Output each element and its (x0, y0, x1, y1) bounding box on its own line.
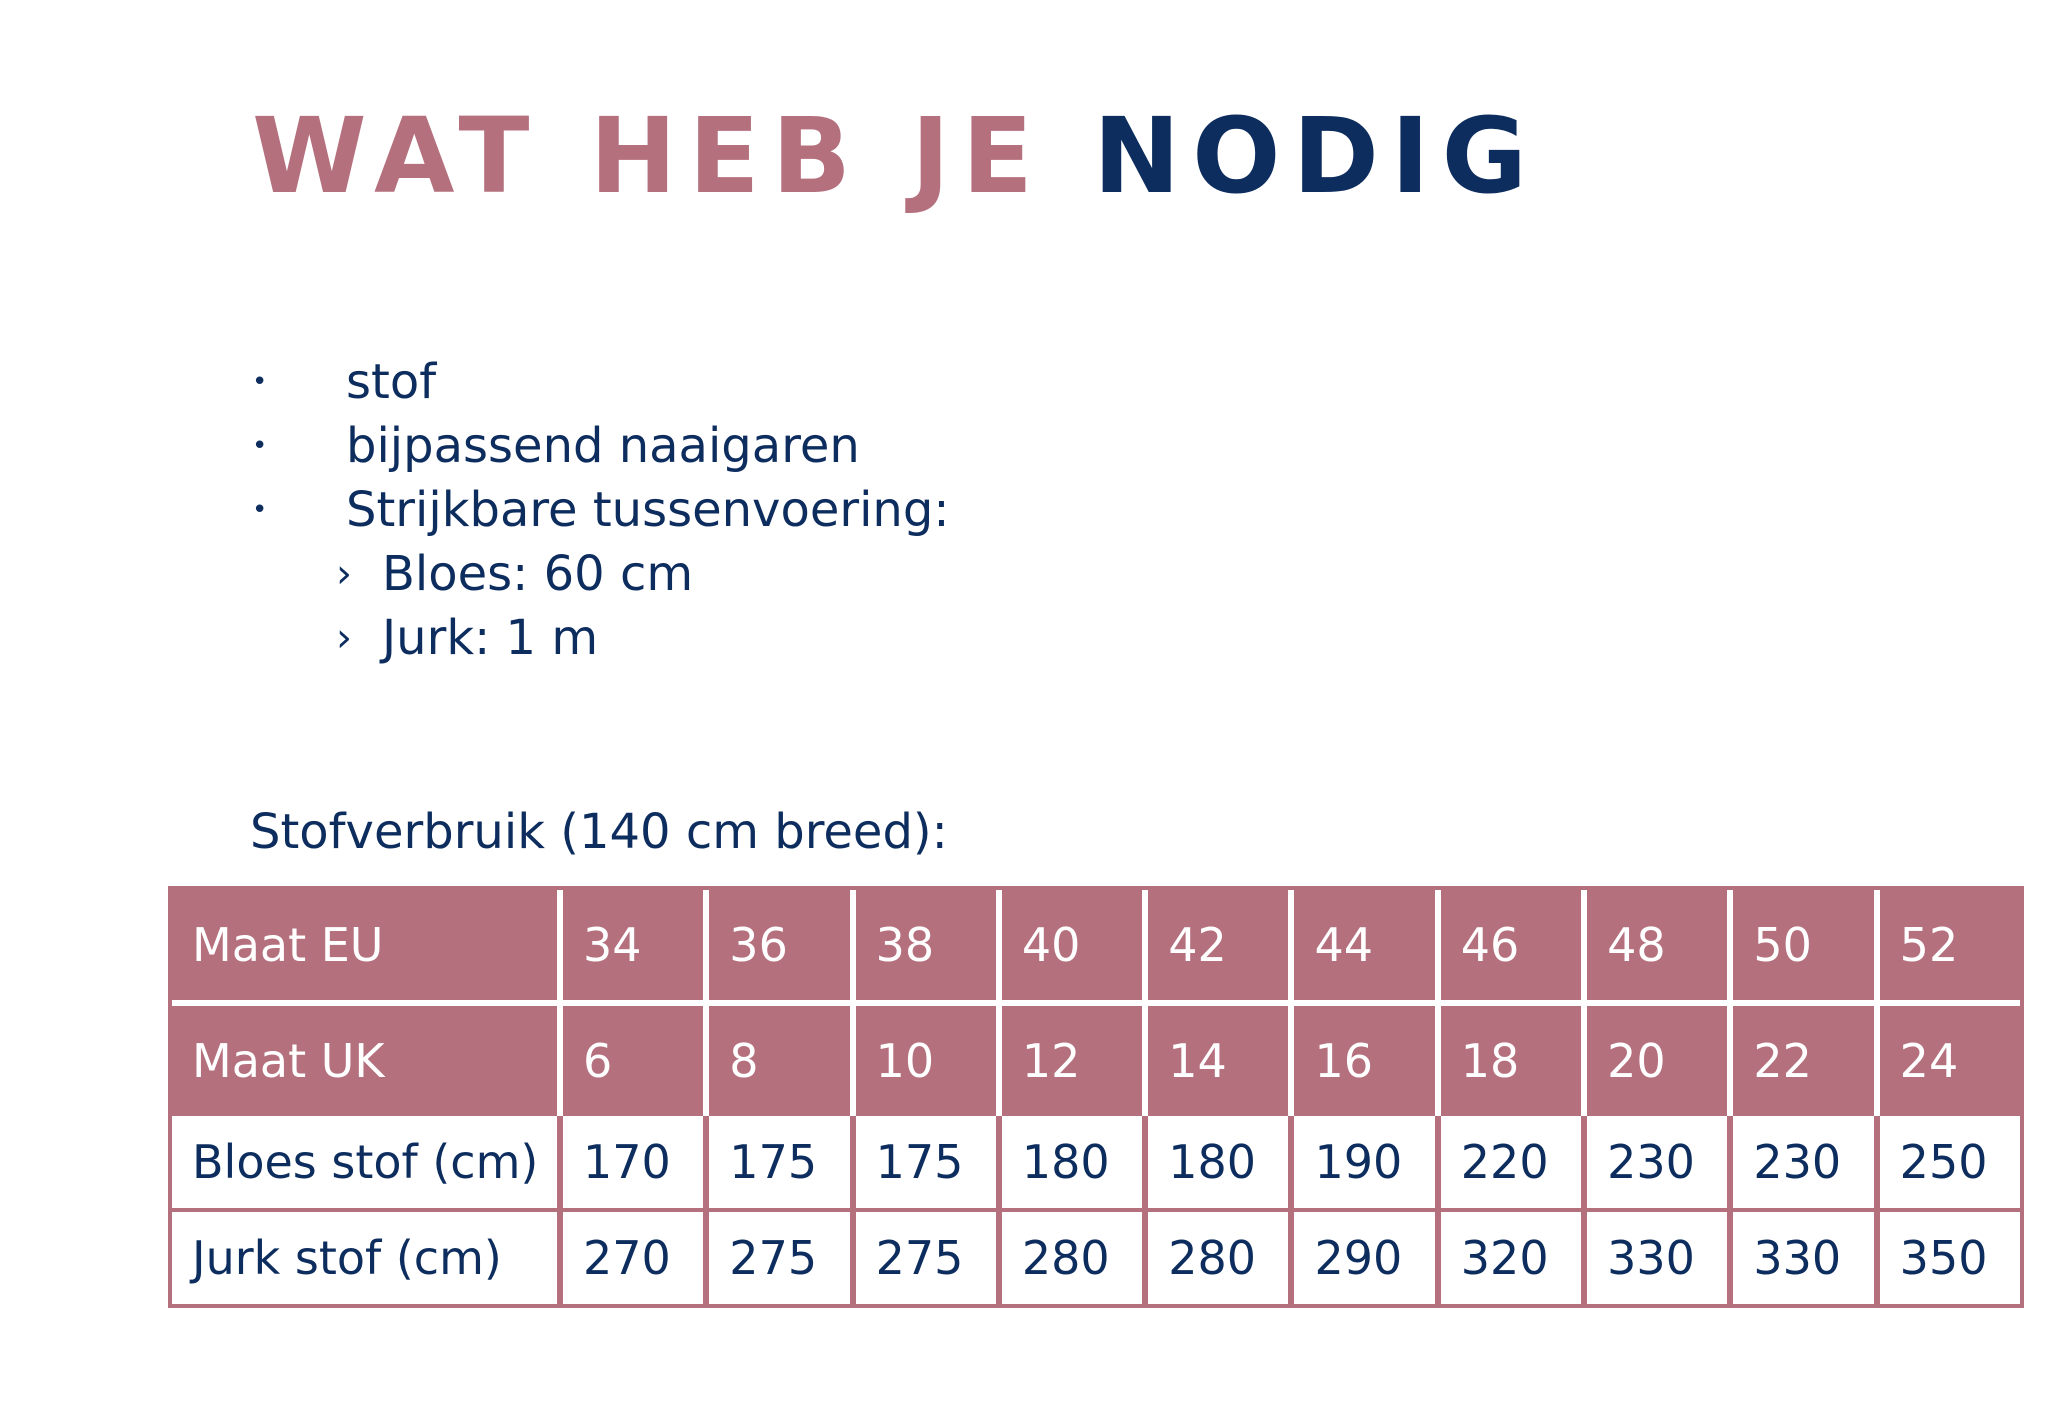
row-label: Jurk stof (cm) (172, 1208, 557, 1304)
bullet-icon: • (252, 431, 268, 461)
table-cell: 44 (1288, 890, 1434, 1006)
title-part-navy: NODIG (1093, 95, 1539, 217)
table-cell: 12 (996, 1006, 1142, 1116)
table-row (172, 1208, 2020, 1304)
table-cell: 34 (557, 890, 703, 1006)
table-cell: 46 (1435, 890, 1581, 1006)
list-item-label: bijpassend naaigaren (346, 418, 860, 474)
table-cell: 40 (996, 890, 1142, 1006)
sub-list-item (252, 542, 950, 606)
list-item-label: Strijkbare tussenvoering: (346, 482, 950, 538)
table-cell: 330 (1727, 1208, 1873, 1304)
title-part-pink: WAT HEB JE (252, 95, 1045, 217)
table-cell: 14 (1142, 1006, 1288, 1116)
table-header-row (172, 890, 2020, 1006)
table-cell: 230 (1581, 1116, 1727, 1208)
table-cell: 180 (996, 1116, 1142, 1208)
list-item (252, 414, 950, 478)
sub-list-item-label: Jurk: 1 m (382, 610, 599, 666)
materials-list (252, 350, 950, 670)
table-cell: 350 (1874, 1208, 2020, 1304)
fabric-usage-table (168, 886, 2024, 1308)
sub-list-item-label: Bloes: 60 cm (382, 546, 694, 602)
table-cell: 170 (557, 1116, 703, 1208)
chevron-right-icon: › (336, 551, 352, 597)
table-cell: 230 (1727, 1116, 1873, 1208)
table-cell: 36 (703, 890, 849, 1006)
table-cell: 250 (1874, 1116, 2020, 1208)
table-cell: 180 (1142, 1116, 1288, 1208)
table-cell: 320 (1435, 1208, 1581, 1304)
table-cell: 220 (1435, 1116, 1581, 1208)
sub-list-item (252, 606, 950, 670)
bullet-icon: • (252, 367, 268, 397)
table-cell: 20 (1581, 1006, 1727, 1116)
table-cell: 190 (1288, 1116, 1434, 1208)
table-cell: 275 (850, 1208, 996, 1304)
table-cell: 330 (1581, 1208, 1727, 1304)
bullet-icon: • (252, 495, 268, 525)
table-cell: 6 (557, 1006, 703, 1116)
row-label: Maat EU (172, 890, 557, 1006)
table-title: Stofverbruik (140 cm breed): (250, 804, 948, 860)
table-header-row (172, 1006, 2020, 1116)
chevron-right-icon: › (336, 615, 352, 661)
table-cell: 22 (1727, 1006, 1873, 1116)
row-label: Maat UK (172, 1006, 557, 1116)
list-item (252, 350, 950, 414)
table-cell: 175 (850, 1116, 996, 1208)
table-cell: 50 (1727, 890, 1873, 1006)
table-cell: 18 (1435, 1006, 1581, 1116)
table-cell: 8 (703, 1006, 849, 1116)
list-item-label: stof (346, 354, 437, 410)
table-cell: 175 (703, 1116, 849, 1208)
table-cell: 48 (1581, 890, 1727, 1006)
table-cell: 275 (703, 1208, 849, 1304)
table-cell: 280 (1142, 1208, 1288, 1304)
list-item (252, 478, 950, 542)
table-cell: 10 (850, 1006, 996, 1116)
table-cell: 290 (1288, 1208, 1434, 1304)
table-cell: 42 (1142, 890, 1288, 1006)
table-row (172, 1116, 2020, 1208)
table-cell: 280 (996, 1208, 1142, 1304)
row-label: Bloes stof (cm) (192, 1135, 539, 1189)
table-cell: 52 (1874, 890, 2020, 1006)
table-cell: 38 (850, 890, 996, 1006)
page-title (252, 95, 1539, 217)
table-cell: 270 (557, 1208, 703, 1304)
table-cell: 16 (1288, 1006, 1434, 1116)
table-cell: 24 (1874, 1006, 2020, 1116)
